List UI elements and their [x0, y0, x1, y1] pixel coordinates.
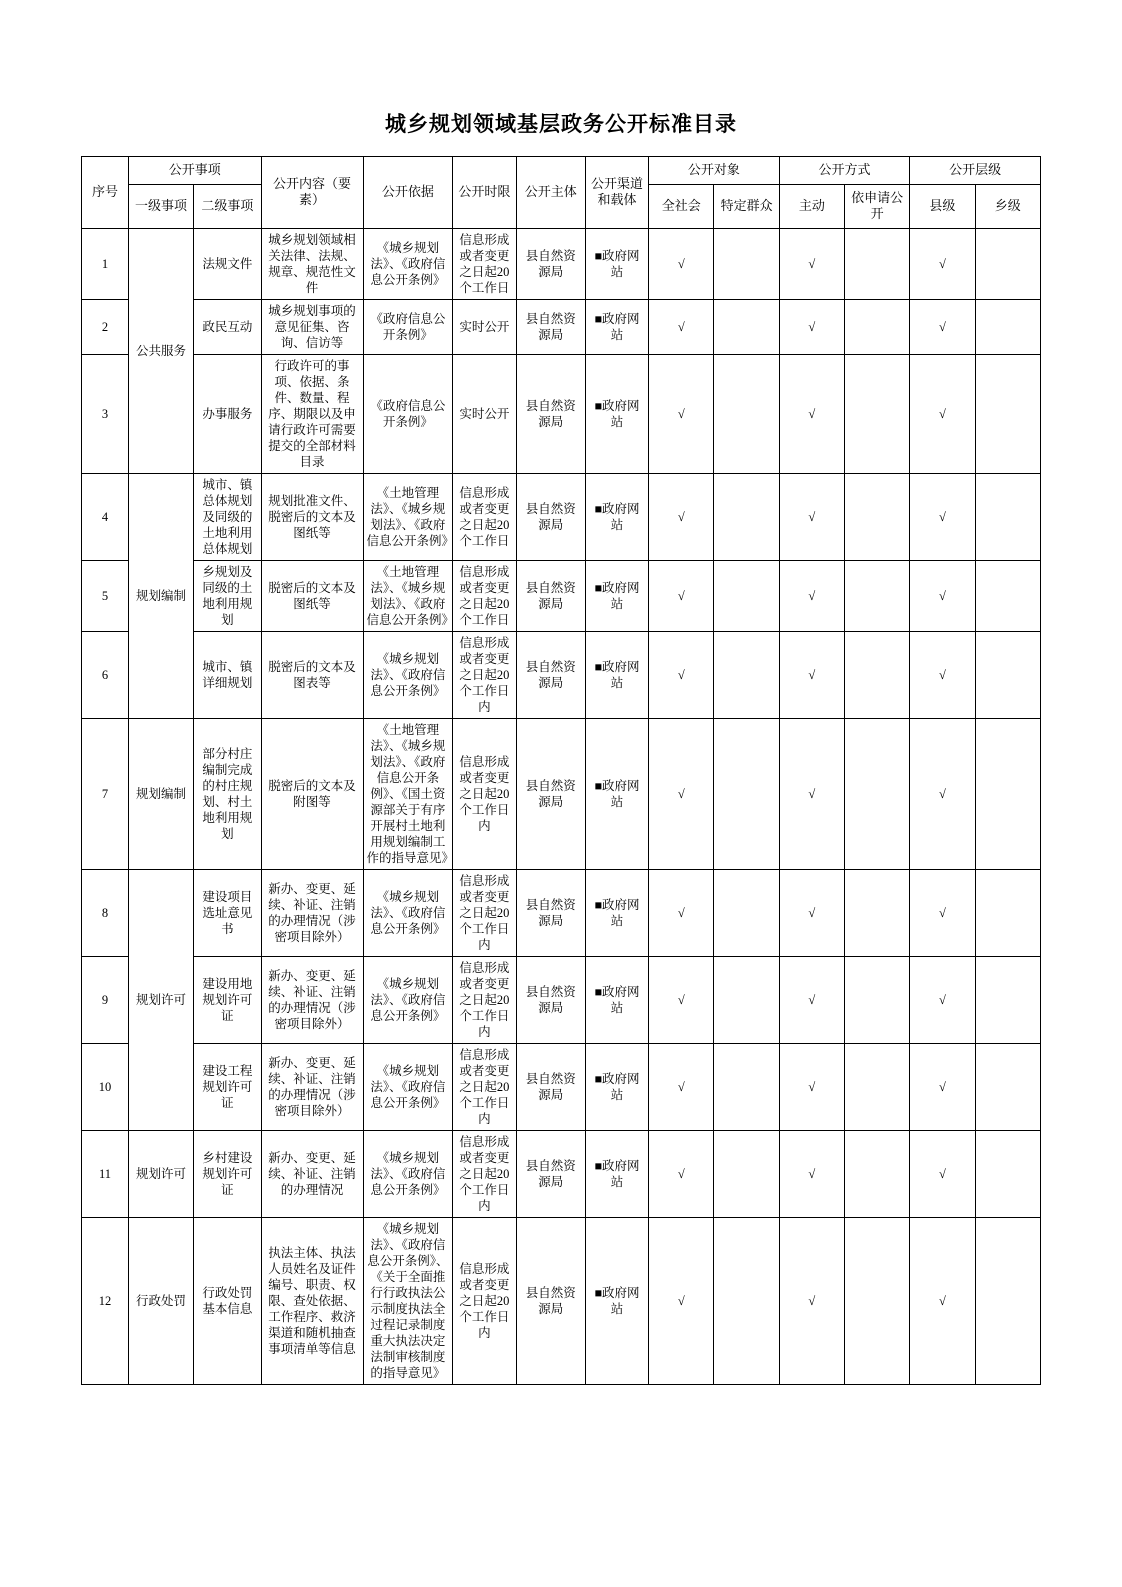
cell-audience-all: √	[649, 473, 714, 560]
cell-seq: 4	[82, 473, 129, 560]
cell-seq: 2	[82, 299, 129, 354]
cell-subject: 县自然资源局	[516, 631, 585, 718]
cell-level-town	[975, 560, 1040, 631]
cell-method-active: √	[779, 560, 844, 631]
header-method-group: 公开方式	[779, 157, 910, 185]
cell-content: 新办、变更、延续、补证、注销的办理情况	[261, 1130, 363, 1217]
cell-method-request	[845, 718, 910, 869]
cell-audience-special	[714, 869, 779, 956]
cell-time-limit: 信息形成或者变更之日起20个工作日内	[453, 1043, 516, 1130]
cell-channel: ■政府网站	[585, 631, 648, 718]
cell-method-active: √	[779, 718, 844, 869]
cell-level1: 公共服务	[128, 228, 193, 473]
header-level1: 一级事项	[128, 184, 193, 228]
cell-content: 新办、变更、延续、补证、注销的办理情况（涉密项目除外）	[261, 1043, 363, 1130]
header-seq: 序号	[82, 157, 129, 229]
cell-method-request	[845, 869, 910, 956]
cell-level-county: √	[910, 869, 975, 956]
cell-subject: 县自然资源局	[516, 473, 585, 560]
header-method-active: 主动	[779, 184, 844, 228]
cell-method-request	[845, 299, 910, 354]
cell-basis: 《政府信息公开条例》	[363, 354, 453, 473]
cell-channel: ■政府网站	[585, 473, 648, 560]
cell-time-limit: 信息形成或者变更之日起20个工作日内	[453, 869, 516, 956]
cell-audience-special	[714, 473, 779, 560]
cell-method-request	[845, 1130, 910, 1217]
cell-content: 规划批准文件、脱密后的文本及图纸等	[261, 473, 363, 560]
cell-time-limit: 信息形成或者变更之日起20个工作日内	[453, 1217, 516, 1384]
cell-time-limit: 信息形成或者变更之日起20个工作日内	[453, 1130, 516, 1217]
cell-audience-all: √	[649, 560, 714, 631]
cell-audience-all: √	[649, 869, 714, 956]
cell-audience-all: √	[649, 1130, 714, 1217]
cell-channel: ■政府网站	[585, 1130, 648, 1217]
cell-level-town	[975, 228, 1040, 299]
cell-level2: 法规文件	[194, 228, 261, 299]
cell-level2: 行政处罚基本信息	[194, 1217, 261, 1384]
table-body	[82, 228, 1041, 1384]
cell-basis: 《城乡规划法》、《政府信息公开条例》	[363, 956, 453, 1043]
cell-seq: 12	[82, 1217, 129, 1384]
cell-basis: 《土地管理法》、《城乡规划法》、《政府信息公开条例》	[363, 560, 453, 631]
cell-content: 城乡规划领域相关法律、法规、规章、规范性文件	[261, 228, 363, 299]
cell-method-request	[845, 1217, 910, 1384]
cell-audience-special	[714, 1043, 779, 1130]
cell-channel: ■政府网站	[585, 1043, 648, 1130]
table-row	[82, 718, 1041, 869]
cell-content: 脱密后的文本及图纸等	[261, 560, 363, 631]
cell-seq: 8	[82, 869, 129, 956]
header-level-county: 县级	[910, 184, 975, 228]
cell-subject: 县自然资源局	[516, 228, 585, 299]
cell-level1: 规划编制	[128, 473, 193, 718]
table-row	[82, 228, 1041, 299]
table-row	[82, 299, 1041, 354]
standard-catalog-table	[81, 156, 1041, 1385]
cell-audience-special	[714, 718, 779, 869]
cell-method-request	[845, 560, 910, 631]
cell-channel: ■政府网站	[585, 228, 648, 299]
cell-level-town	[975, 869, 1040, 956]
cell-content: 脱密后的文本及附图等	[261, 718, 363, 869]
cell-time-limit: 信息形成或者变更之日起20个工作日内	[453, 631, 516, 718]
cell-time-limit: 信息形成或者变更之日起20个工作日	[453, 228, 516, 299]
cell-level1: 规划许可	[128, 869, 193, 1130]
cell-content: 脱密后的文本及图表等	[261, 631, 363, 718]
header-level-town: 乡级	[975, 184, 1040, 228]
cell-channel: ■政府网站	[585, 299, 648, 354]
cell-level-town	[975, 299, 1040, 354]
cell-seq: 9	[82, 956, 129, 1043]
cell-basis: 《土地管理法》、《城乡规划法》、《政府信息公开条例》、《国土资源部关于有序开展村土地利用规划编制工作的指导意见》	[363, 718, 453, 869]
cell-subject: 县自然资源局	[516, 718, 585, 869]
header-method-request: 依申请公开	[845, 184, 910, 228]
cell-audience-all: √	[649, 299, 714, 354]
cell-audience-special	[714, 299, 779, 354]
cell-channel: ■政府网站	[585, 1217, 648, 1384]
header-matter-group: 公开事项	[128, 157, 261, 185]
cell-method-active: √	[779, 1130, 844, 1217]
table-row	[82, 1043, 1041, 1130]
cell-level2: 建设工程规划许可证	[194, 1043, 261, 1130]
cell-channel: ■政府网站	[585, 718, 648, 869]
header-time-limit: 公开时限	[453, 157, 516, 229]
header-audience-group: 公开对象	[649, 157, 780, 185]
cell-channel: ■政府网站	[585, 354, 648, 473]
cell-level2: 建设项目选址意见书	[194, 869, 261, 956]
table-row	[82, 473, 1041, 560]
cell-subject: 县自然资源局	[516, 1130, 585, 1217]
cell-audience-all: √	[649, 956, 714, 1043]
cell-basis: 《城乡规划法》、《政府信息公开条例》	[363, 1130, 453, 1217]
cell-method-active: √	[779, 473, 844, 560]
cell-level-town	[975, 956, 1040, 1043]
cell-method-active: √	[779, 228, 844, 299]
cell-method-active: √	[779, 956, 844, 1043]
cell-time-limit: 信息形成或者变更之日起20个工作日内	[453, 718, 516, 869]
cell-method-request	[845, 631, 910, 718]
cell-method-active: √	[779, 1217, 844, 1384]
table-header	[82, 157, 1041, 229]
cell-method-active: √	[779, 869, 844, 956]
cell-basis: 《城乡规划法》、《政府信息公开条例》	[363, 1043, 453, 1130]
cell-content: 新办、变更、延续、补证、注销的办理情况（涉密项目除外）	[261, 869, 363, 956]
cell-audience-special	[714, 631, 779, 718]
cell-level1: 行政处罚	[128, 1217, 193, 1384]
table-row	[82, 1130, 1041, 1217]
cell-method-request	[845, 228, 910, 299]
cell-seq: 5	[82, 560, 129, 631]
cell-audience-special	[714, 560, 779, 631]
cell-subject: 县自然资源局	[516, 1043, 585, 1130]
cell-level-county: √	[910, 1217, 975, 1384]
page-title: 城乡规划领域基层政务公开标准目录	[385, 113, 737, 136]
cell-time-limit: 实时公开	[453, 354, 516, 473]
cell-level-town	[975, 354, 1040, 473]
table-header-row-1	[82, 157, 1041, 185]
cell-subject: 县自然资源局	[516, 299, 585, 354]
cell-method-request	[845, 354, 910, 473]
cell-seq: 7	[82, 718, 129, 869]
cell-basis: 《城乡规划法》、《政府信息公开条例》	[363, 631, 453, 718]
cell-basis: 《城乡规划法》、《政府信息公开条例》	[363, 228, 453, 299]
cell-level-town	[975, 631, 1040, 718]
cell-level-town	[975, 473, 1040, 560]
header-subject: 公开主体	[516, 157, 585, 229]
cell-audience-all: √	[649, 718, 714, 869]
cell-level-town	[975, 718, 1040, 869]
header-channel: 公开渠道和载体	[585, 157, 648, 229]
header-level2: 二级事项	[194, 184, 261, 228]
cell-channel: ■政府网站	[585, 869, 648, 956]
header-basis: 公开依据	[363, 157, 453, 229]
table-row	[82, 631, 1041, 718]
cell-time-limit: 信息形成或者变更之日起20个工作日	[453, 473, 516, 560]
cell-content: 新办、变更、延续、补证、注销的办理情况（涉密项目除外）	[261, 956, 363, 1043]
cell-method-request	[845, 1043, 910, 1130]
cell-subject: 县自然资源局	[516, 1217, 585, 1384]
cell-seq: 1	[82, 228, 129, 299]
cell-audience-all: √	[649, 1217, 714, 1384]
cell-method-request	[845, 956, 910, 1043]
cell-subject: 县自然资源局	[516, 560, 585, 631]
cell-level2: 乡规划及同级的土地利用规划	[194, 560, 261, 631]
cell-level2: 部分村庄编制完成的村庄规划、村土地利用规划	[194, 718, 261, 869]
table-row	[82, 560, 1041, 631]
cell-basis: 《城乡规划法》、《政府信息公开条例》	[363, 869, 453, 956]
cell-audience-all: √	[649, 354, 714, 473]
cell-level-county: √	[910, 718, 975, 869]
cell-basis: 《政府信息公开条例》	[363, 299, 453, 354]
cell-level-town	[975, 1130, 1040, 1217]
cell-time-limit: 实时公开	[453, 299, 516, 354]
cell-level-county: √	[910, 228, 975, 299]
cell-level2: 建设用地规划许可证	[194, 956, 261, 1043]
header-audience-all: 全社会	[649, 184, 714, 228]
cell-subject: 县自然资源局	[516, 354, 585, 473]
cell-level2: 城市、镇总体规划及同级的土地利用总体规划	[194, 473, 261, 560]
cell-audience-special	[714, 1217, 779, 1384]
cell-level2: 办事服务	[194, 354, 261, 473]
header-level-group: 公开层级	[910, 157, 1041, 185]
header-content: 公开内容（要素）	[261, 157, 363, 229]
cell-method-active: √	[779, 299, 844, 354]
cell-audience-special	[714, 1130, 779, 1217]
cell-level-county: √	[910, 560, 975, 631]
cell-seq: 3	[82, 354, 129, 473]
cell-time-limit: 信息形成或者变更之日起20个工作日内	[453, 956, 516, 1043]
cell-subject: 县自然资源局	[516, 869, 585, 956]
cell-audience-special	[714, 228, 779, 299]
cell-channel: ■政府网站	[585, 560, 648, 631]
cell-level1: 规划编制	[128, 718, 193, 869]
cell-content: 城乡规划事项的意见征集、咨询、信访等	[261, 299, 363, 354]
cell-level2: 乡村建设规划许可证	[194, 1130, 261, 1217]
table-row	[82, 354, 1041, 473]
cell-content: 行政许可的事项、依据、条件、数量、程序、期限以及申请行政许可需要提交的全部材料目录	[261, 354, 363, 473]
table-row	[82, 869, 1041, 956]
cell-level2: 城市、镇详细规划	[194, 631, 261, 718]
cell-method-active: √	[779, 1043, 844, 1130]
cell-level-county: √	[910, 631, 975, 718]
cell-method-active: √	[779, 354, 844, 473]
cell-level-town	[975, 1217, 1040, 1384]
cell-level-county: √	[910, 1130, 975, 1217]
table-row	[82, 956, 1041, 1043]
cell-method-active: √	[779, 631, 844, 718]
cell-level-county: √	[910, 1043, 975, 1130]
cell-level-county: √	[910, 299, 975, 354]
cell-level-town	[975, 1043, 1040, 1130]
cell-level-county: √	[910, 473, 975, 560]
cell-seq: 11	[82, 1130, 129, 1217]
cell-subject: 县自然资源局	[516, 956, 585, 1043]
cell-content: 执法主体、执法人员姓名及证件编号、职责、权限、查处依据、工作程序、救济渠道和随机抽查事项清单等信息	[261, 1217, 363, 1384]
cell-seq: 10	[82, 1043, 129, 1130]
cell-basis: 《土地管理法》、《城乡规划法》、《政府信息公开条例》	[363, 473, 453, 560]
cell-basis: 《城乡规划法》、《政府信息公开条例》、《关于全面推行行政执法公示制度执法全过程记录制度重大执法决定法制审核制度的指导意见》	[363, 1217, 453, 1384]
cell-audience-all: √	[649, 1043, 714, 1130]
cell-level-county: √	[910, 956, 975, 1043]
cell-level2: 政民互动	[194, 299, 261, 354]
cell-audience-special	[714, 956, 779, 1043]
cell-audience-special	[714, 354, 779, 473]
cell-method-request	[845, 473, 910, 560]
cell-channel: ■政府网站	[585, 956, 648, 1043]
cell-level1: 规划许可	[128, 1130, 193, 1217]
table-row	[82, 1217, 1041, 1384]
cell-audience-all: √	[649, 228, 714, 299]
cell-level-county: √	[910, 354, 975, 473]
cell-seq: 6	[82, 631, 129, 718]
header-audience-special: 特定群众	[714, 184, 779, 228]
cell-time-limit: 信息形成或者变更之日起20个工作日	[453, 560, 516, 631]
cell-audience-all: √	[649, 631, 714, 718]
